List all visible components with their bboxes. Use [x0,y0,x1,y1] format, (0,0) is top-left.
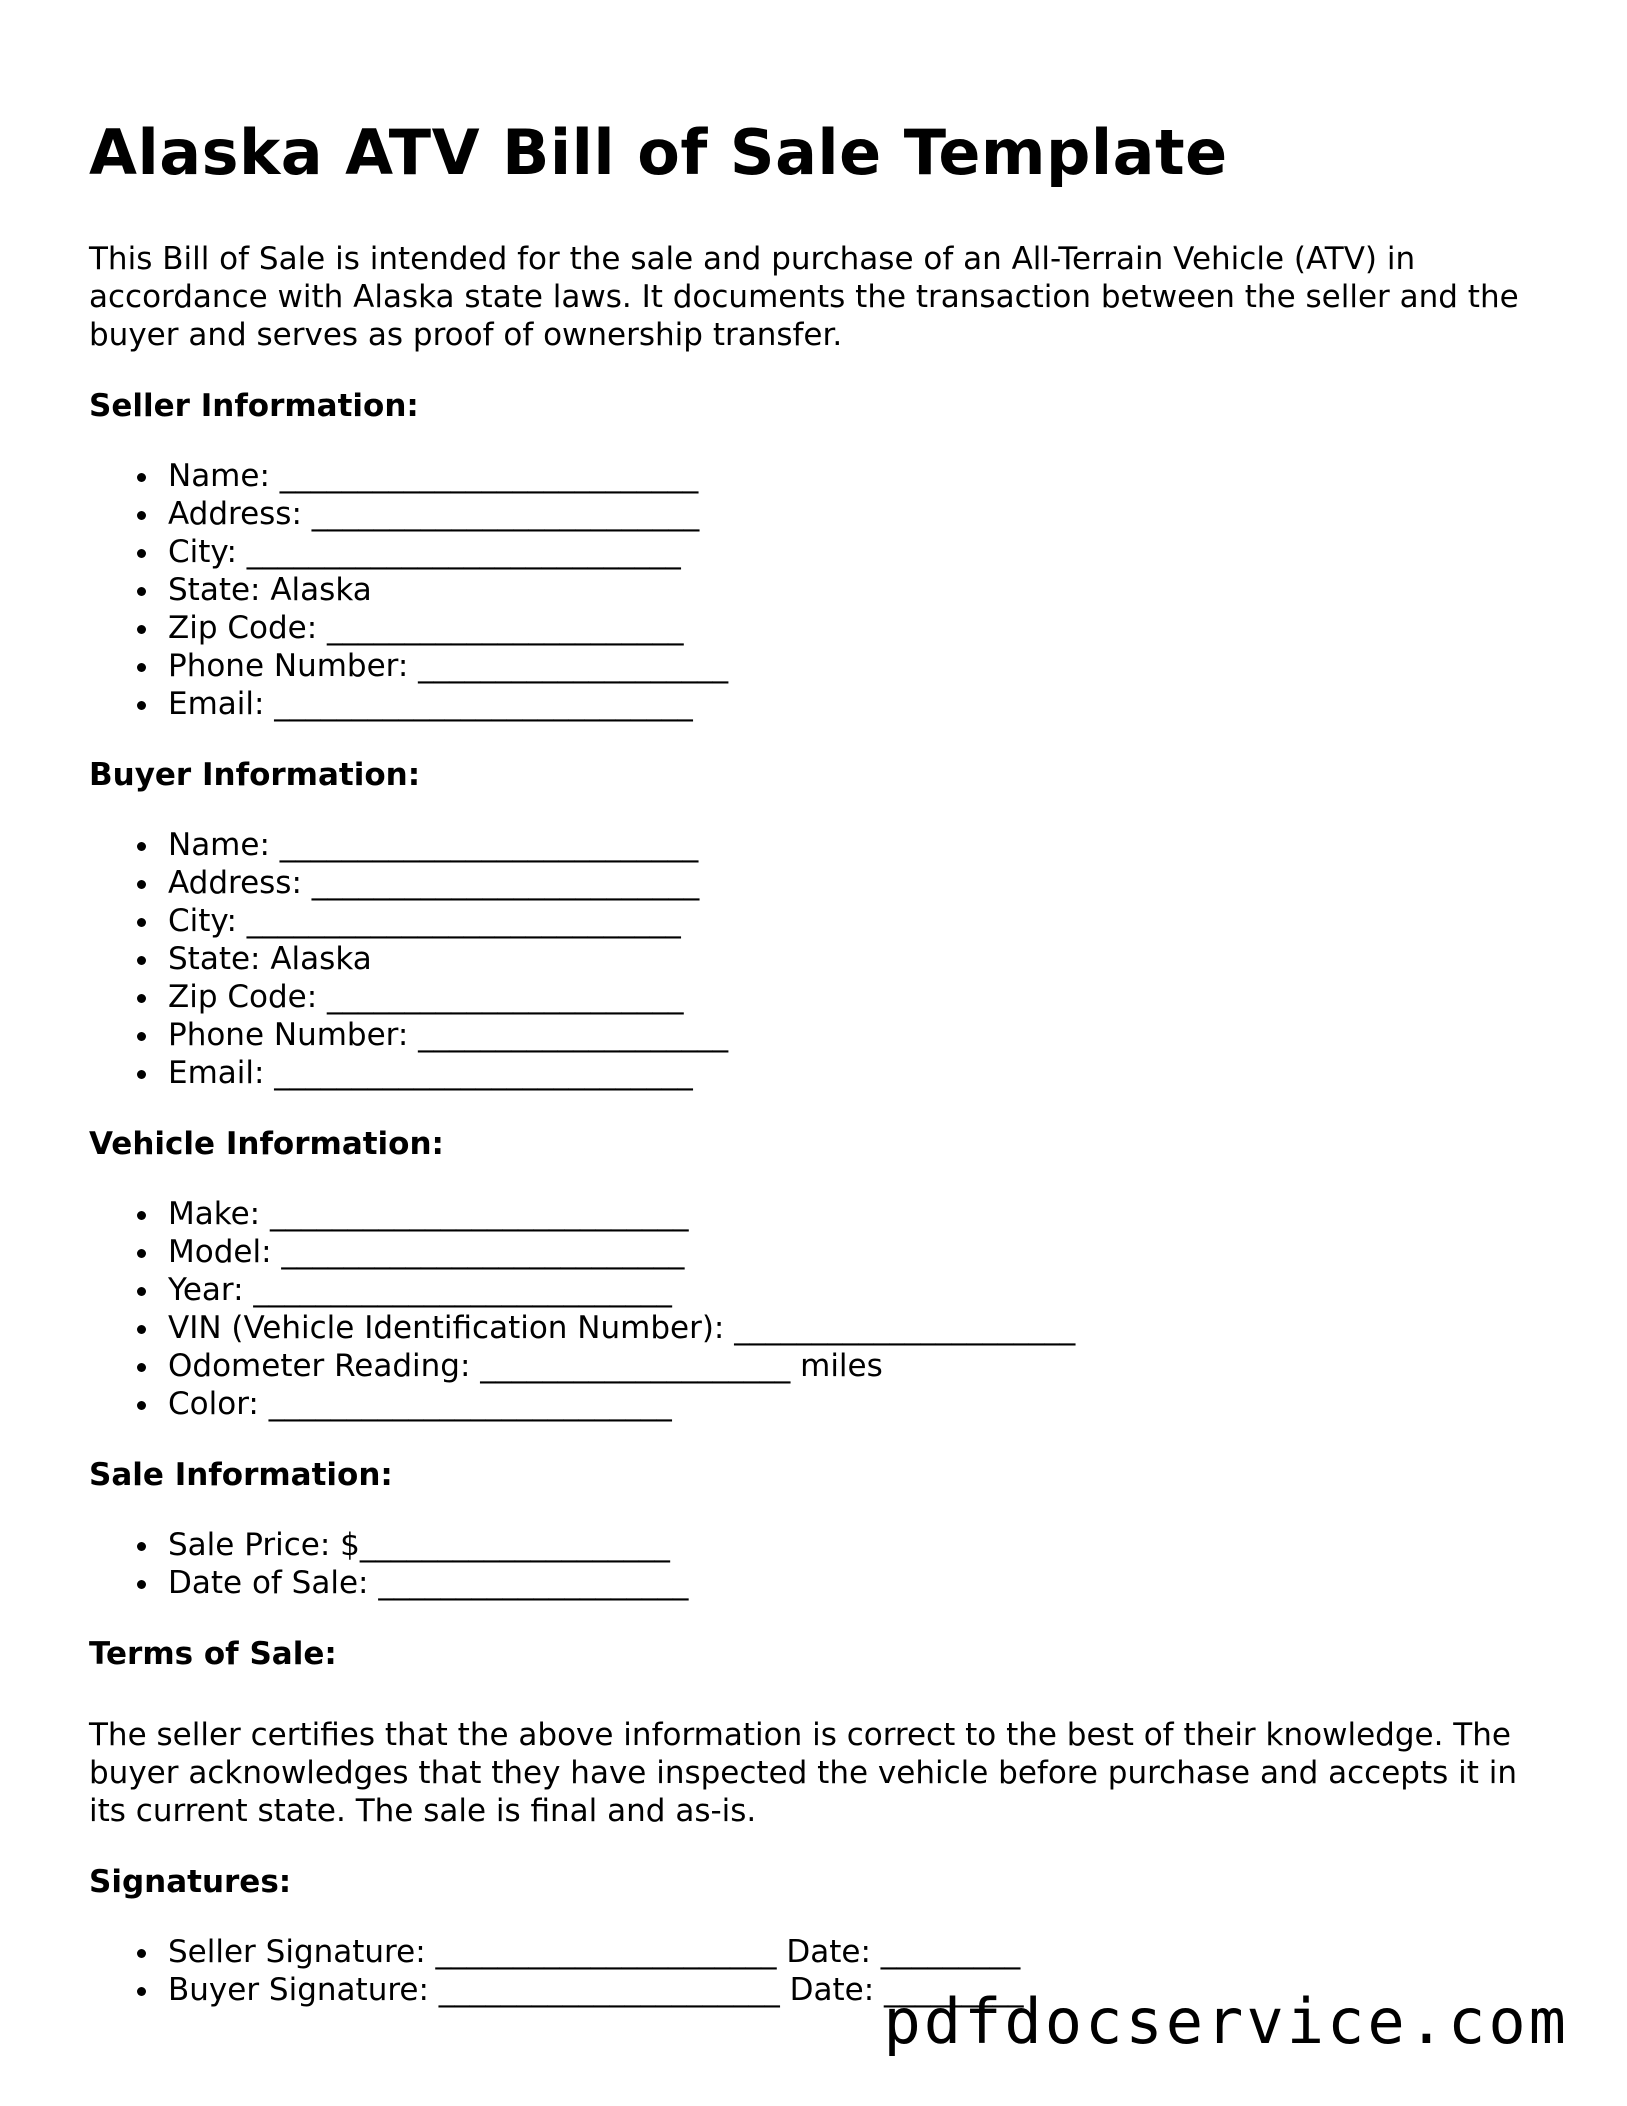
seller-zip-field: Zip Code: _______________________ [168,609,1549,647]
vehicle-color-field: Color: __________________________ [168,1385,1549,1423]
intro-paragraph: This Bill of Sale is intended for the sale and purchase of an All-Terrain Vehicle (ATV) in accordance with Alaska state laws. It documents the transaction between the seller and the buyer and serves as proof of ownership transfer. [89,241,1519,353]
seller-signature-field: Seller Signature: ______________________ Date: _________ [168,1933,1549,1971]
sale-price-field: Sale Price: $____________________ [168,1526,1549,1564]
vehicle-year-field: Year: ___________________________ [168,1271,1549,1309]
watermark-text: pdfdocservice.com [883,1985,1569,2058]
buyer-fields-list [89,826,1549,1092]
buyer-phone-field: Phone Number: ____________________ [168,1016,1549,1054]
buyer-state-field: State: Alaska [168,940,1549,978]
seller-city-field: City: ____________________________ [168,533,1549,571]
vehicle-make-field: Make: ___________________________ [168,1195,1549,1233]
terms-paragraph: The seller certifies that the above information is correct to the best of their knowledge. The buyer acknowledges that they have inspected the vehicle before purchase and accepts it in its current state. The sale is final and as-is. [89,1717,1517,1829]
seller-fields-list [89,457,1549,723]
buyer-zip-field: Zip Code: _______________________ [168,978,1549,1016]
buyer-heading: Buyer Information: [89,757,421,793]
sale-heading: Sale Information: [89,1457,393,1493]
vehicle-model-field: Model: __________________________ [168,1233,1549,1271]
seller-email-field: Email: ___________________________ [168,685,1549,723]
buyer-city-field: City: ____________________________ [168,902,1549,940]
buyer-name-field: Name: ___________________________ [168,826,1549,864]
page-title: Alaska ATV Bill of Sale Template [89,116,1228,189]
signatures-heading: Signatures: [89,1864,292,1900]
vehicle-heading: Vehicle Information: [89,1126,444,1162]
vehicle-fields-list [89,1195,1549,1423]
seller-phone-field: Phone Number: ____________________ [168,647,1549,685]
buyer-signature-field: Buyer Signature: ______________________ Date: _________ [168,1971,1549,2009]
seller-state-field: State: Alaska [168,571,1549,609]
terms-heading: Terms of Sale: [89,1636,337,1672]
buyer-address-field: Address: _________________________ [168,864,1549,902]
vehicle-vin-field: VIN (Vehicle Identification Number): ______________________ [168,1309,1549,1347]
document-page [89,108,1549,2009]
seller-address-field: Address: _________________________ [168,495,1549,533]
seller-heading: Seller Information: [89,388,419,424]
seller-name-field: Name: ___________________________ [168,457,1549,495]
vehicle-odometer-field: Odometer Reading: ____________________ miles [168,1347,1549,1385]
sale-fields-list [89,1526,1549,1602]
sale-date-field: Date of Sale: ____________________ [168,1564,1549,1602]
buyer-email-field: Email: ___________________________ [168,1054,1549,1092]
